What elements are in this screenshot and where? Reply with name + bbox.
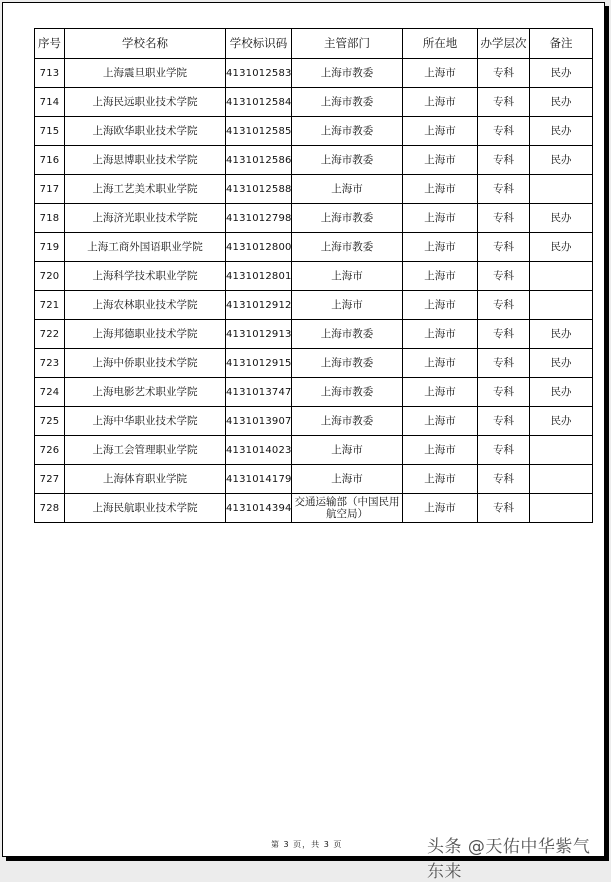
watermark-text: 头条 @天佑中华紫气东来 — [427, 837, 591, 882]
cell-location: 上海市 — [403, 117, 478, 146]
cell-department: 上海市教委 — [292, 117, 403, 146]
cell-level: 专科 — [478, 233, 530, 262]
cell-level: 专科 — [478, 465, 530, 494]
cell-note: 民办 — [530, 407, 593, 436]
cell-school-name: 上海民航职业技术学院 — [65, 494, 226, 523]
cell-school-name: 上海工商外国语职业学院 — [65, 233, 226, 262]
cell-level: 专科 — [478, 320, 530, 349]
table-row — [35, 407, 593, 436]
cell-level: 专科 — [478, 436, 530, 465]
cell-school-name: 上海思博职业技术学院 — [65, 146, 226, 175]
cell-school-name: 上海农林职业技术学院 — [65, 291, 226, 320]
cell-index: 726 — [35, 436, 65, 465]
cell-location: 上海市 — [403, 378, 478, 407]
cell-note — [530, 262, 593, 291]
cell-school-name: 上海民远职业技术学院 — [65, 88, 226, 117]
cell-school-name: 上海震旦职业学院 — [65, 59, 226, 88]
table-row — [35, 88, 593, 117]
cell-department: 上海市教委 — [292, 59, 403, 88]
document-page — [2, 2, 605, 882]
header-location: 所在地 — [403, 29, 478, 59]
cell-school-name: 上海欧华职业技术学院 — [65, 117, 226, 146]
page-indicator: 第 3 页，共 3 页 — [271, 840, 343, 849]
cell-department: 上海市 — [292, 291, 403, 320]
cell-location: 上海市 — [403, 291, 478, 320]
cell-level: 专科 — [478, 59, 530, 88]
cell-level: 专科 — [478, 494, 530, 523]
cell-department: 上海市教委 — [292, 88, 403, 117]
cell-location: 上海市 — [403, 349, 478, 378]
header-school-name: 学校名称 — [65, 29, 226, 59]
cell-school-code: 4131012583 — [226, 59, 292, 88]
cell-index: 714 — [35, 88, 65, 117]
cell-school-code: 4131014394 — [226, 494, 292, 523]
cell-school-name: 上海邦德职业技术学院 — [65, 320, 226, 349]
header-department: 主管部门 — [292, 29, 403, 59]
table-row — [35, 175, 593, 204]
cell-department: 上海市教委 — [292, 407, 403, 436]
cell-note: 民办 — [530, 233, 593, 262]
cell-level: 专科 — [478, 378, 530, 407]
cell-note — [530, 436, 593, 465]
cell-location: 上海市 — [403, 407, 478, 436]
cell-department: 上海市教委 — [292, 320, 403, 349]
cell-level: 专科 — [478, 407, 530, 436]
cell-note: 民办 — [530, 146, 593, 175]
cell-school-code: 4131012585 — [226, 117, 292, 146]
header-index: 序号 — [35, 29, 65, 59]
cell-level: 专科 — [478, 146, 530, 175]
cell-location: 上海市 — [403, 204, 478, 233]
school-list-table — [34, 28, 593, 523]
cell-location: 上海市 — [403, 262, 478, 291]
cell-department: 交通运输部（中国民用航空局） — [292, 494, 403, 523]
cell-note: 民办 — [530, 88, 593, 117]
cell-note — [530, 291, 593, 320]
cell-school-name: 上海工会管理职业学院 — [65, 436, 226, 465]
cell-level: 专科 — [478, 175, 530, 204]
table-row — [35, 262, 593, 291]
cell-school-code: 4131012588 — [226, 175, 292, 204]
cell-location: 上海市 — [403, 175, 478, 204]
cell-school-code: 4131014179 — [226, 465, 292, 494]
cell-location: 上海市 — [403, 233, 478, 262]
cell-index: 720 — [35, 262, 65, 291]
table-row — [35, 378, 593, 407]
header-school-code: 学校标识码 — [226, 29, 292, 59]
cell-index: 717 — [35, 175, 65, 204]
cell-level: 专科 — [478, 88, 530, 117]
cell-school-code: 4131013747 — [226, 378, 292, 407]
cell-school-code: 4131012798 — [226, 204, 292, 233]
cell-school-name: 上海中侨职业技术学院 — [65, 349, 226, 378]
cell-school-name: 上海科学技术职业学院 — [65, 262, 226, 291]
cell-note: 民办 — [530, 378, 593, 407]
cell-school-code: 4131012801 — [226, 262, 292, 291]
table-row — [35, 320, 593, 349]
cell-location: 上海市 — [403, 436, 478, 465]
cell-location: 上海市 — [403, 88, 478, 117]
table-row — [35, 233, 593, 262]
cell-level: 专科 — [478, 349, 530, 378]
cell-location: 上海市 — [403, 146, 478, 175]
cell-location: 上海市 — [403, 59, 478, 88]
cell-level: 专科 — [478, 117, 530, 146]
cell-location: 上海市 — [403, 465, 478, 494]
cell-index: 716 — [35, 146, 65, 175]
cell-level: 专科 — [478, 291, 530, 320]
cell-school-code: 4131012912 — [226, 291, 292, 320]
cell-school-code: 4131012586 — [226, 146, 292, 175]
table-row — [35, 465, 593, 494]
header-note: 备注 — [530, 29, 593, 59]
cell-school-code: 4131012584 — [226, 88, 292, 117]
cell-location: 上海市 — [403, 494, 478, 523]
header-level: 办学层次 — [478, 29, 530, 59]
cell-note: 民办 — [530, 320, 593, 349]
cell-note: 民办 — [530, 204, 593, 233]
cell-note — [530, 175, 593, 204]
cell-note: 民办 — [530, 117, 593, 146]
cell-school-name: 上海工艺美术职业学院 — [65, 175, 226, 204]
cell-department: 上海市教委 — [292, 146, 403, 175]
cell-note — [530, 494, 593, 523]
table-row — [35, 291, 593, 320]
cell-department: 上海市 — [292, 262, 403, 291]
cell-note: 民办 — [530, 349, 593, 378]
table-row — [35, 117, 593, 146]
cell-index: 718 — [35, 204, 65, 233]
cell-level: 专科 — [478, 204, 530, 233]
cell-department: 上海市 — [292, 436, 403, 465]
cell-index: 725 — [35, 407, 65, 436]
cell-index: 727 — [35, 465, 65, 494]
table-row — [35, 59, 593, 88]
cell-school-name: 上海电影艺术职业学院 — [65, 378, 226, 407]
cell-department: 上海市教委 — [292, 204, 403, 233]
cell-index: 713 — [35, 59, 65, 88]
cell-department: 上海市 — [292, 465, 403, 494]
cell-index: 728 — [35, 494, 65, 523]
cell-school-name: 上海济光职业技术学院 — [65, 204, 226, 233]
table-row — [35, 146, 593, 175]
table-row — [35, 204, 593, 233]
cell-index: 722 — [35, 320, 65, 349]
cell-note — [530, 465, 593, 494]
cell-school-name: 上海中华职业技术学院 — [65, 407, 226, 436]
table-row — [35, 349, 593, 378]
cell-index: 724 — [35, 378, 65, 407]
cell-school-name: 上海体育职业学院 — [65, 465, 226, 494]
cell-department: 上海市 — [292, 175, 403, 204]
cell-department: 上海市教委 — [292, 378, 403, 407]
cell-department: 上海市教委 — [292, 233, 403, 262]
table-row — [35, 494, 593, 523]
cell-school-code: 4131012800 — [226, 233, 292, 262]
cell-index: 723 — [35, 349, 65, 378]
cell-location: 上海市 — [403, 320, 478, 349]
cell-note: 民办 — [530, 59, 593, 88]
cell-index: 715 — [35, 117, 65, 146]
cell-index: 721 — [35, 291, 65, 320]
cell-level: 专科 — [478, 262, 530, 291]
table-header-row — [35, 29, 593, 59]
cell-school-code: 4131014023 — [226, 436, 292, 465]
cell-index: 719 — [35, 233, 65, 262]
cell-school-code: 4131012913 — [226, 320, 292, 349]
table-row — [35, 436, 593, 465]
cell-school-code: 4131013907 — [226, 407, 292, 436]
cell-department: 上海市教委 — [292, 349, 403, 378]
cell-school-code: 4131012915 — [226, 349, 292, 378]
